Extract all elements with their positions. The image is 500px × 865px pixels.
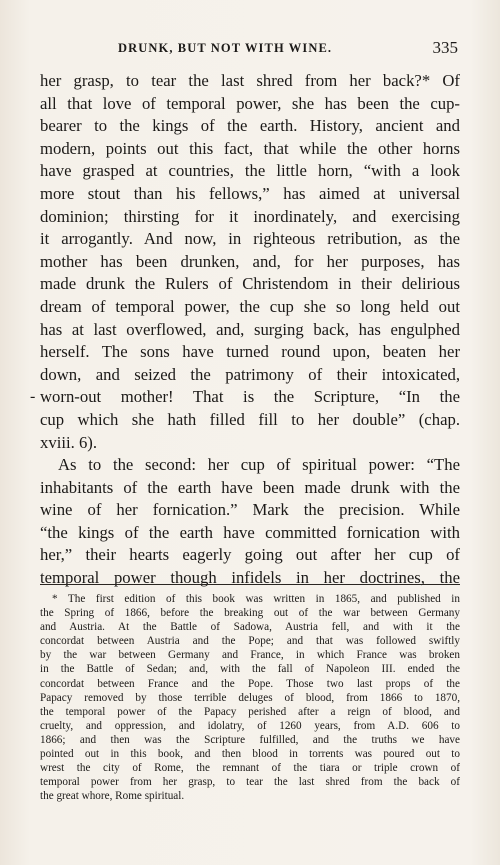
text-line: mother has been drunken, and, for her purposes, has bbox=[40, 251, 460, 271]
text-line: worn-out mother! That is the Scripture, “In the bbox=[40, 387, 460, 407]
footnote-line: concordat between France and the Pope. Those two last props of the bbox=[40, 677, 460, 690]
text-line: bearer to the kings of the earth. History, ancient and bbox=[40, 116, 460, 136]
running-head: DRUNK, BUT NOT WITH WINE. bbox=[118, 41, 333, 55]
text-line: down, and seized the patrimony of their intoxicated, bbox=[40, 364, 460, 384]
text-line: modern, points out this fact, that while the other horns bbox=[40, 138, 460, 158]
paragraph-start-line: As to the second: her cup of spiritual power: “The bbox=[58, 455, 460, 475]
text-line: inhabitants of the earth have been made drunk with the bbox=[40, 477, 460, 497]
footnote-line: in the Battle of Sedan; and, with the fall of Napoleon III. ended the bbox=[40, 663, 460, 676]
margin-mark: - bbox=[30, 388, 36, 406]
footnote-line: temporal power from her grasp, to tear the last shred from the back of bbox=[40, 776, 460, 789]
text-line: xviii. 6). bbox=[40, 432, 98, 452]
text-line: her,” their hearts eagerly going out after her cup of bbox=[40, 545, 460, 565]
footnote-line: Papacy removed by those terrible deluges of blood, from 1866 to 1870, bbox=[40, 691, 460, 704]
page-number: 335 bbox=[432, 38, 458, 57]
text-line: “the kings of the earth have committed fornication with bbox=[40, 522, 460, 542]
page-header bbox=[118, 38, 458, 58]
text-line: herself. The sons have turned round upon, beaten her bbox=[40, 342, 460, 362]
text-line: wine of her fornication.” Mark the precision. While bbox=[40, 500, 460, 520]
footnote-line: the great whore, Rome spiritual. bbox=[40, 790, 185, 803]
text-line: more stout than his fellows,” has aimed at universal bbox=[40, 183, 460, 203]
footnote-separator-rule bbox=[40, 584, 460, 585]
footnote-line: pointed out in this book, and then blood in torrents was poured out to bbox=[40, 748, 460, 761]
text-line: her grasp, to tear the last shred from her back?* Of bbox=[40, 71, 460, 90]
text-line-with-margin-mark bbox=[30, 386, 460, 409]
text-line: made drunk the Rulers of Christendom in their delirious bbox=[40, 274, 460, 294]
text-line: has at last overflowed, and, surging back, has engulphed bbox=[40, 319, 460, 339]
text-line: temporal power though infidels in her doctrines, the bbox=[40, 568, 460, 588]
footnote-line: by the war between Germany and France, in which France was broken bbox=[40, 649, 460, 662]
text-line: it arrogantly. And now, in righteous retribution, as the bbox=[40, 229, 460, 249]
text-line: dominion; thirsting for it inordinately, and exercising bbox=[40, 206, 460, 226]
text-line: dream of temporal power, the cup she so long held out bbox=[40, 296, 460, 316]
text-line: have grasped at countries, the little horn, “with a look bbox=[40, 161, 460, 181]
footnote bbox=[40, 592, 460, 803]
footnote-line: concordat between Austria and the Pope; and that was followed swiftly bbox=[40, 635, 460, 648]
footnote-line: and Austria. At the Battle of Sadowa, Austria fell, and with it the bbox=[40, 621, 460, 634]
text-line: all that love of temporal power, she has been the cup- bbox=[40, 93, 460, 113]
main-text bbox=[30, 70, 460, 590]
footnote-line: * The first edition of this book was written in 1865, and published in bbox=[52, 593, 460, 605]
text-line: cup which she hath filled fill to her double” (chap. bbox=[40, 409, 460, 429]
footnote-line: 1866; and then was the Scripture fulfilled, and the truths we have bbox=[40, 733, 460, 746]
footnote-line: cruelty, and oppression, and idolatry, of 1260 years, from A.D. 606 to bbox=[40, 719, 460, 732]
footnote-line: wrest the city of Rome, the remnant of the tiara or triple crown of bbox=[40, 762, 460, 775]
footnote-line: the temporal power of the Papacy perished after a reign of blood, and bbox=[40, 705, 460, 718]
footnote-line: the Spring of 1866, before the breaking out of the war between Germany bbox=[40, 607, 460, 620]
